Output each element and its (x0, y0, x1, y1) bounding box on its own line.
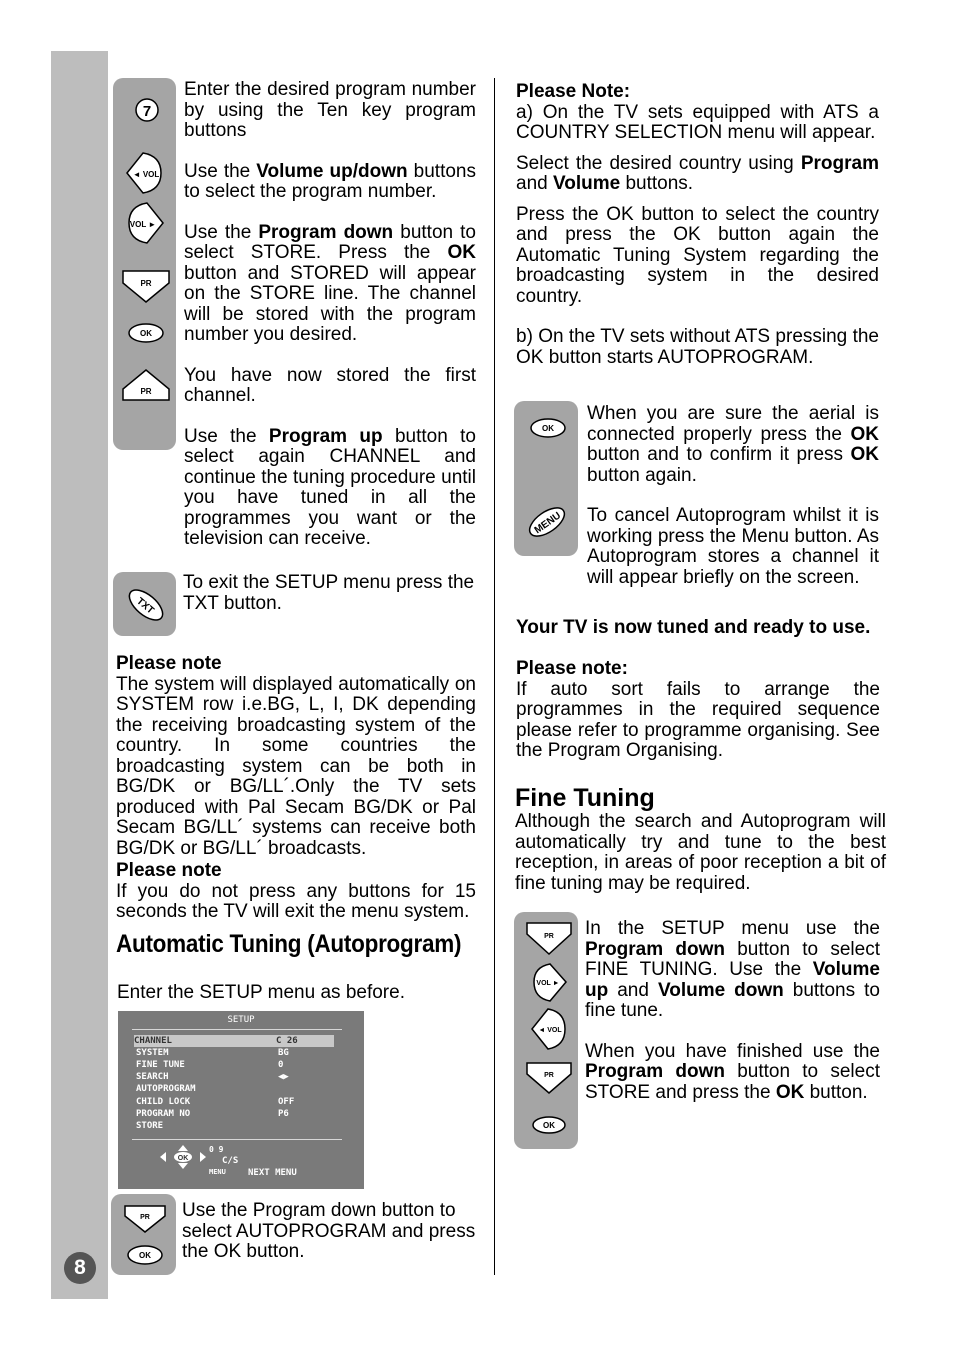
osd-row-channel: CHANNEL C 26 (134, 1035, 334, 1047)
svg-text:PR: PR (140, 1214, 150, 1221)
osd-row-system: SYSTEM BG (136, 1048, 289, 1058)
osd-row-child-lock: CHILD LOCK OFF (136, 1097, 295, 1107)
step-store: Use the Program down button to select STORE. Press the OK button and STORED will appear on the STORE line. The channel will be stored with the program number you desired. (184, 221, 476, 345)
note-autosort-title: Please note: (516, 658, 628, 679)
osd-digit-keys: 0 9 (209, 1145, 224, 1154)
svg-text:VOL ►: VOL ► (536, 980, 560, 987)
step-stored-first: You have now stored the first channel. (184, 364, 476, 406)
remote-panel-tuning (113, 78, 176, 450)
volume-up-label: VOL ► (129, 220, 157, 229)
step-volume: Use the Volume up/down buttons to select the program number. (184, 160, 476, 202)
select-country-text: Select the desired country using Program and Volume buttons. (516, 152, 879, 194)
svg-text:OK: OK (139, 1251, 151, 1260)
please-note-system (116, 654, 476, 923)
note-timeout-title: Please note (116, 860, 222, 881)
ok-label: OK (140, 329, 152, 338)
ok-button-3 (531, 419, 565, 437)
program-down-button (123, 271, 169, 302)
svg-text:MENU: MENU (532, 510, 564, 537)
ok-button-4 (533, 1117, 565, 1133)
autoprogram-confirm-steps (587, 404, 879, 588)
fine-step-store: When you have finished use the Program down button to select STORE and press the OK button. (585, 1040, 880, 1103)
remote-panel-autoprogram (111, 1194, 176, 1275)
page-number: 8 (64, 1252, 96, 1284)
remote-panel-autoprogram-confirm (514, 401, 578, 556)
auto-intro-text: Enter the SETUP menu as before. (117, 982, 405, 1003)
number-7-button (136, 99, 158, 121)
please-note-ats (516, 82, 879, 368)
tuning-steps (184, 80, 476, 550)
osd-cs-label: C/S (222, 1156, 239, 1166)
osd-bottom-rule (132, 1139, 342, 1140)
aerial-ok-text: When you are sure the aerial is connected properly press the OK button and to confirm it press OK button again. (587, 403, 879, 486)
svg-text:OK: OK (177, 1155, 189, 1162)
svg-text:PR: PR (544, 933, 554, 940)
osd-row-store: STORE (136, 1121, 164, 1131)
note-timeout-body: If you do not press any buttons for 15 seconds the TV will exit the menu system. (116, 880, 476, 922)
program-up-button (123, 370, 169, 400)
volume-up-button (129, 203, 163, 243)
page-sidebar (51, 51, 108, 1299)
osd-row-search: SEARCH ◀▶ (136, 1072, 289, 1082)
please-note-autosort (516, 659, 880, 762)
note-ats-b: b) On the TV sets without ATS pressing the OK button starts AUTOPROGRAM. (516, 326, 879, 368)
exit-setup-text: To exit the SETUP menu press the TXT button. (183, 572, 475, 614)
ok-button-2 (128, 1246, 162, 1264)
txt-button (124, 584, 167, 625)
svg-text:PR: PR (544, 1072, 554, 1079)
volume-down-button-2 (532, 1009, 565, 1049)
remote-panel-txt (113, 572, 176, 636)
osd-navigation-pad-icon (158, 1143, 208, 1171)
program-down-button-2 (125, 1206, 165, 1232)
program-down-label: PR (140, 279, 152, 288)
step-program-up: Use the Program up button to select again CHANNEL and continue the tuning procedure until you have tuned in all the programmes you want or the television can receive. (184, 425, 477, 549)
ok-button (129, 324, 163, 342)
fine-tuning-steps (585, 919, 880, 1103)
osd-row-autoprogram: AUTOPROGRAM (136, 1084, 196, 1094)
column-divider (494, 78, 495, 1275)
osd-row-fine-tune: FINE TUNE 0 (136, 1060, 284, 1070)
note-system-title: Please note (116, 653, 222, 674)
osd-next-menu: NEXT MENU (248, 1168, 297, 1178)
volume-down-label: ◄ VOL (132, 170, 160, 179)
note-ats-a: a) On the TV sets equipped with ATS a COUNTRY SELECTION menu will appear. (516, 101, 879, 143)
osd-row-program-no: PROGRAM NO P6 (136, 1109, 289, 1119)
menu-button (525, 502, 569, 541)
cancel-autoprogram-text: To cancel Autoprogram whilst it is working press the Menu button. As Autoprogram stores a channel it will appear briefly on the screen. (587, 505, 879, 588)
program-up-label: PR (140, 387, 152, 396)
note-system-body: The system will displayed automatically on SYSTEM row i.e.BG, L, I, DK depending the receiving broadcasting system of the country. In some countries the broadcasting system can be both in BG/DK or BG/LL´.Only the TV sets produced with Pal Secam BG/DK or Pal Secam BG/LL´ systems can receive both BG/DK or BG/LL´ broadcasts. (116, 673, 476, 859)
setup-menu-title: SETUP (227, 1015, 255, 1025)
setup-menu-screen (118, 1011, 364, 1189)
fine-tuning-intro: Although the search and Autoprogram will automatically try and tune to the best reception, in areas of poor reception a bit of fine tuning may be required. (515, 811, 886, 894)
tuned-ready-text: Your TV is now tuned and ready to use. (516, 617, 871, 638)
volume-down-button (127, 153, 161, 193)
auto-step-text: Use the Program down button to select AUTOPROGRAM and press the OK button. (182, 1200, 476, 1262)
step-enter-number: Enter the desired program number by using the Ten key program buttons (184, 79, 476, 141)
volume-up-button-2 (534, 964, 566, 1001)
svg-text:OK: OK (542, 424, 554, 433)
number-7-label: 7 (142, 103, 152, 120)
remote-panel-fine-tuning (514, 912, 578, 1149)
svg-text:◄ VOL: ◄ VOL (538, 1027, 562, 1034)
note-autosort-body: If auto sort fails to arrange the programmes in the required sequence please refer to programme organising. See the Program Organising. (516, 678, 880, 761)
osd-menu-key: MENU (209, 1168, 226, 1176)
program-down-button-4 (527, 1063, 571, 1093)
fine-step-select: In the SETUP menu use the Program down button to select FINE TUNING. Use the Volume up and Volume down buttons to fine tune. (585, 918, 880, 1021)
note-ats-title: Please Note: (516, 81, 631, 102)
osd-top-rule (132, 1029, 342, 1030)
txt-label: TXT (134, 595, 156, 617)
press-ok-country-text: Press the OK button to select the country and press the OK button again the Automatic Tuning System regarding the broadcasting system in the desired country. (516, 203, 879, 307)
program-down-button-3 (527, 923, 571, 954)
heading-fine-tuning: Fine Tuning (515, 784, 655, 812)
svg-text:OK: OK (543, 1121, 555, 1130)
heading-automatic-tuning: Automatic Tuning (Autoprogram) (116, 930, 462, 958)
